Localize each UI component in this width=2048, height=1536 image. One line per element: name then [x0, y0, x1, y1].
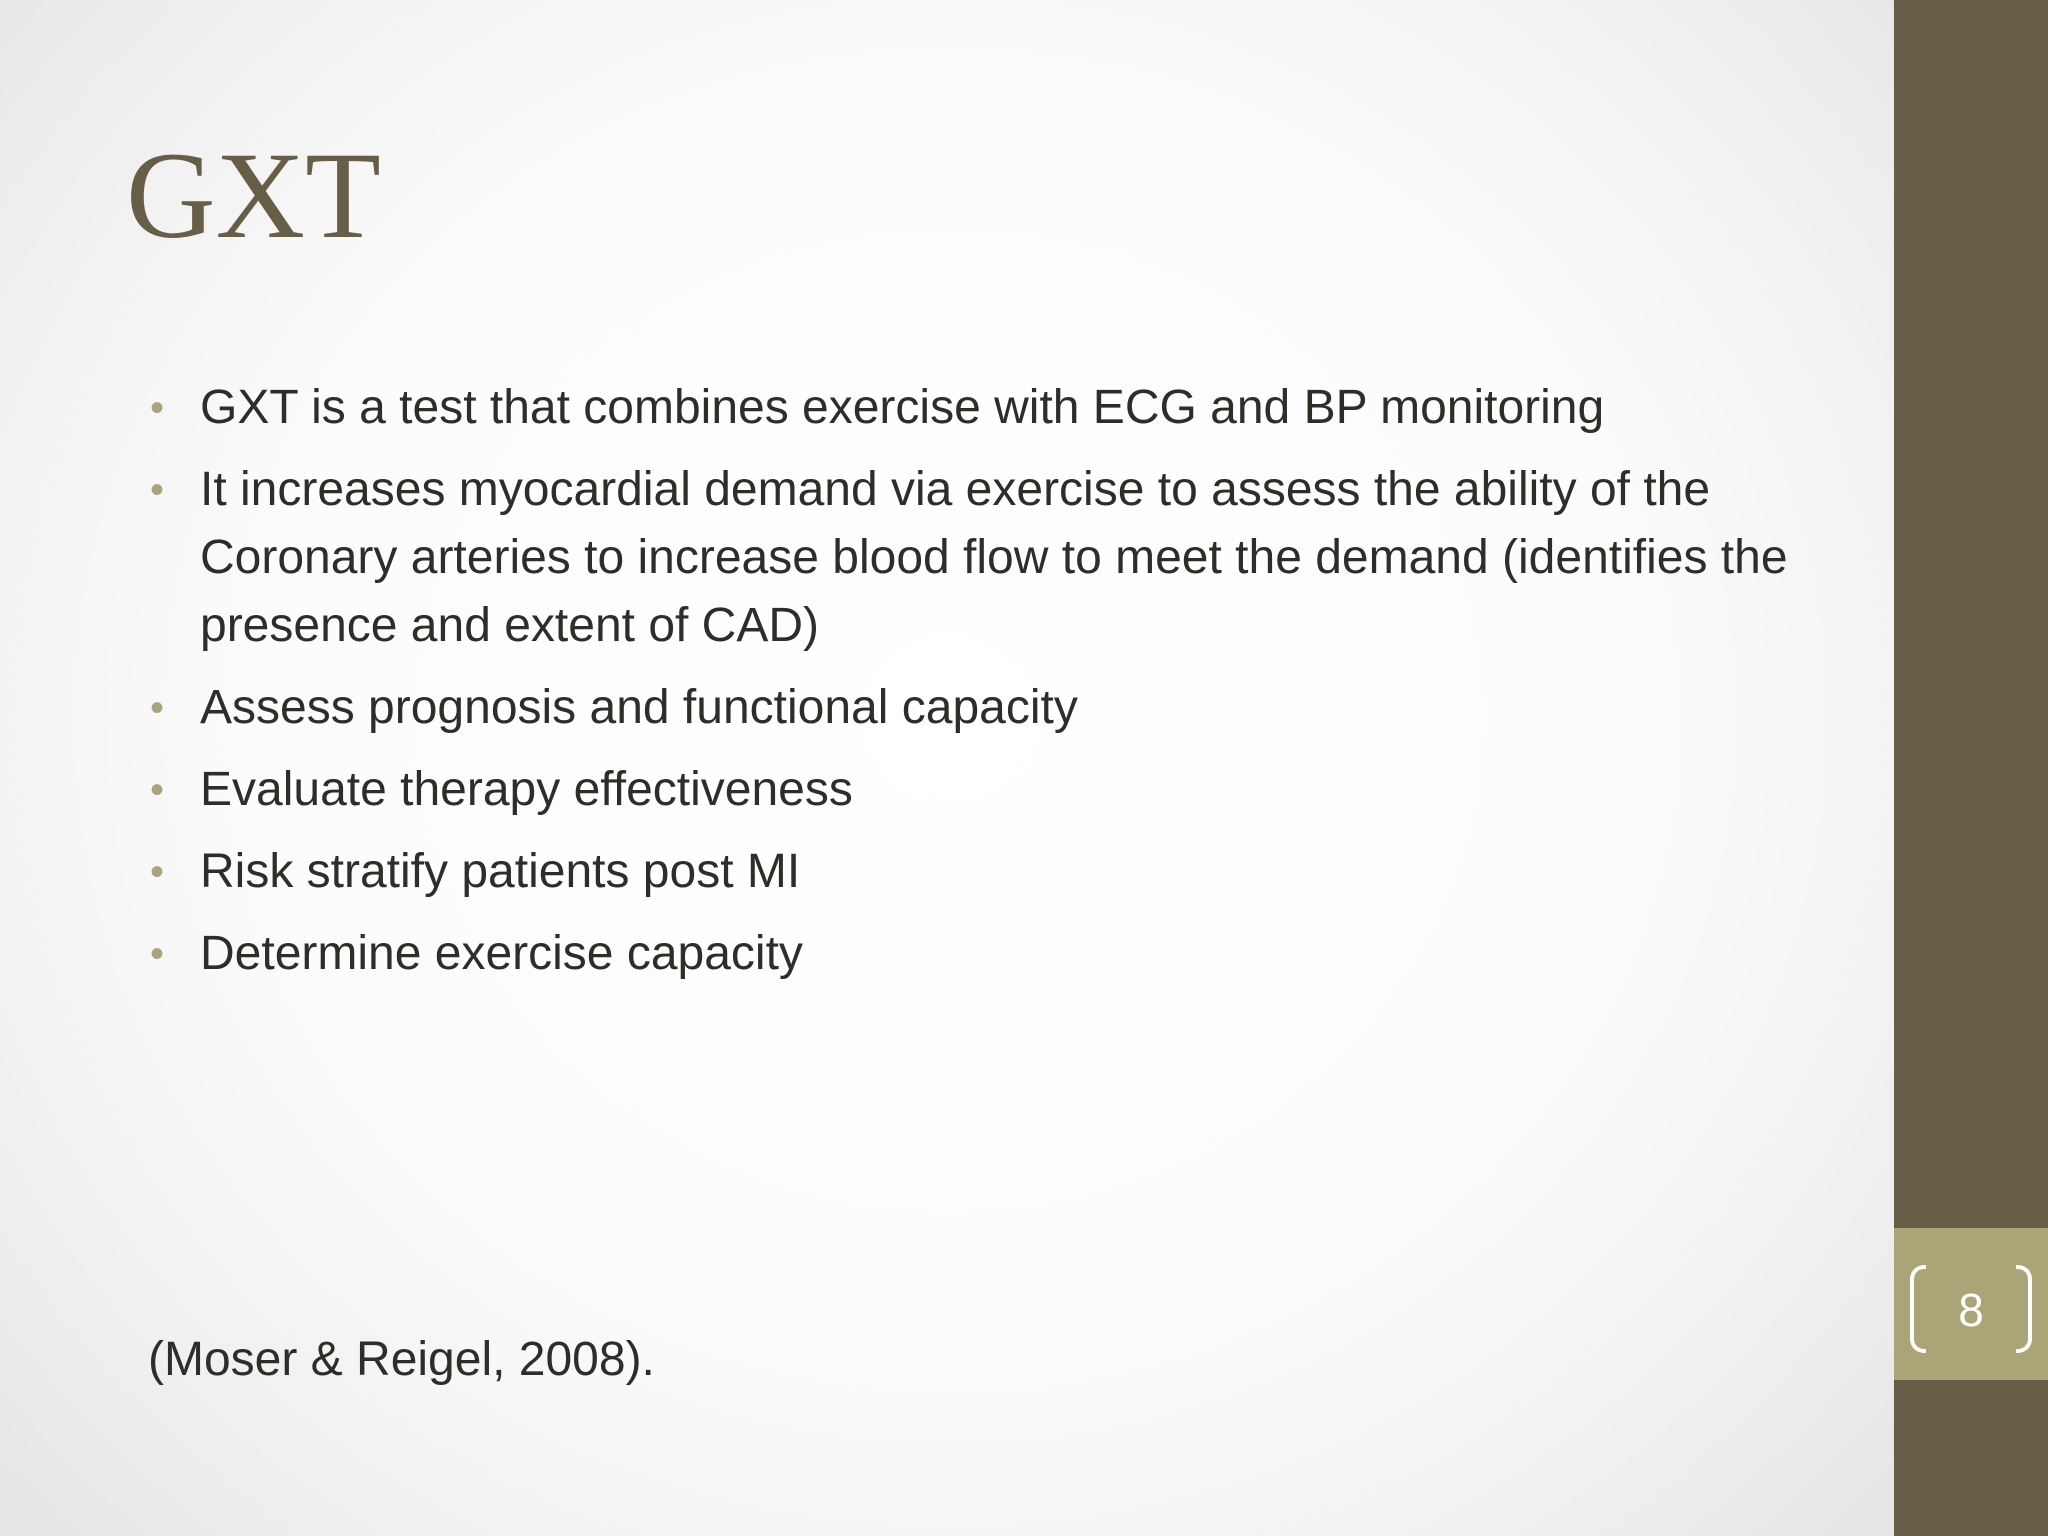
bullet-text: GXT is a test that combines exercise with ECG and BP monitoring — [200, 381, 1605, 434]
bullet-item — [150, 674, 1850, 742]
page-number: 8 — [1958, 1284, 1984, 1336]
bullet-dot-icon: • — [150, 768, 165, 812]
bullet-dot-icon: • — [150, 686, 165, 730]
bullet-list — [150, 374, 1850, 1002]
bullet-text: Determine exercise capacity — [200, 927, 803, 980]
bullet-item — [150, 374, 1850, 442]
bullet-item — [150, 456, 1850, 660]
bullet-item — [150, 920, 1850, 988]
bullet-item — [150, 756, 1850, 824]
bullet-text: It increases myocardial demand via exercise to assess the ability of the Coronary arteries to increase blood flow to meet the demand (identifies the presence and extent of CAD) — [200, 463, 1788, 652]
right-bracket-icon — [2016, 1265, 2032, 1353]
citation: (Moser & Reigel, 2008). — [148, 1333, 655, 1386]
bullet-text: Risk stratify patients post MI — [200, 845, 801, 898]
bullet-item — [150, 838, 1850, 906]
slide-title: GXT — [126, 127, 381, 264]
bullet-text: Assess prognosis and functional capacity — [200, 681, 1078, 734]
bullet-text: Evaluate therapy effectiveness — [200, 763, 853, 816]
bullet-dot-icon: • — [150, 850, 165, 894]
left-bracket-icon — [1910, 1265, 1926, 1353]
bullet-dot-icon: • — [150, 468, 165, 512]
bullet-dot-icon: • — [150, 386, 165, 430]
bullet-dot-icon: • — [150, 932, 165, 976]
